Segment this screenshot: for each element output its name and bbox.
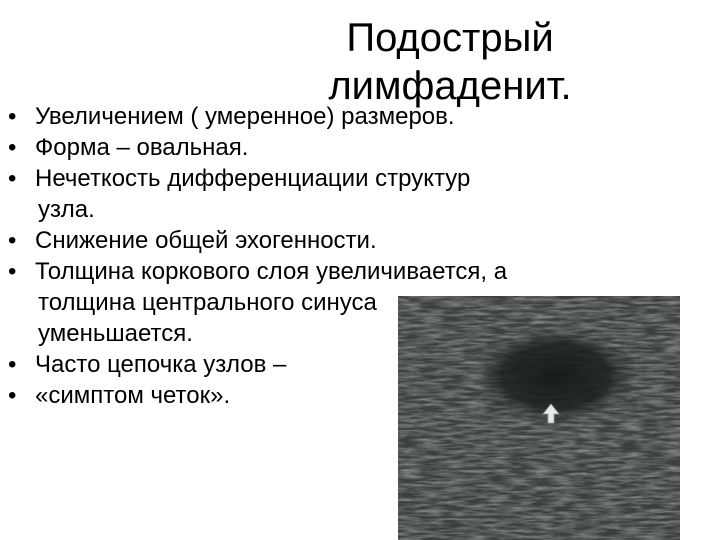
bullet-item [8,165,648,223]
bullet-dot: • [8,134,17,161]
bullet-text: Нечеткость дифференциации структур [35,165,471,192]
bullet-dot: • [8,382,17,409]
bullet-text-continuation: толщина центрального синуса [38,289,377,316]
slide-title-line2: лимфаденит. [328,64,572,108]
lymph-node [474,328,638,424]
bullet-item [8,103,648,130]
bullet-dot: • [8,103,17,130]
bullet-text: Толщина коркового слоя увеличивается, а [35,258,508,285]
bullet-text-continuation: узла. [38,196,95,223]
bullet-item [8,227,648,254]
bullet-item [8,134,648,161]
bullet-text: Снижение общей эхогенности. [35,227,377,254]
bullet-dot: • [8,165,17,192]
slide-title-line1: Подострый [346,16,554,60]
bullet-dot: • [8,227,17,254]
bullet-dot: • [8,351,17,378]
bullet-text: Форма – овальная. [35,134,249,161]
slide-title [300,14,600,110]
bullet-text: Увеличением ( умеренное) размеров. [35,103,455,130]
bullet-text: уменьшается. [38,320,193,347]
ultrasound-scan [398,296,680,540]
ultrasound-image [398,296,680,540]
bullet-text: «симптом четок». [35,382,231,409]
bullet-text: Часто цепочка узлов – [35,351,287,378]
bullet-dot: • [8,258,17,285]
